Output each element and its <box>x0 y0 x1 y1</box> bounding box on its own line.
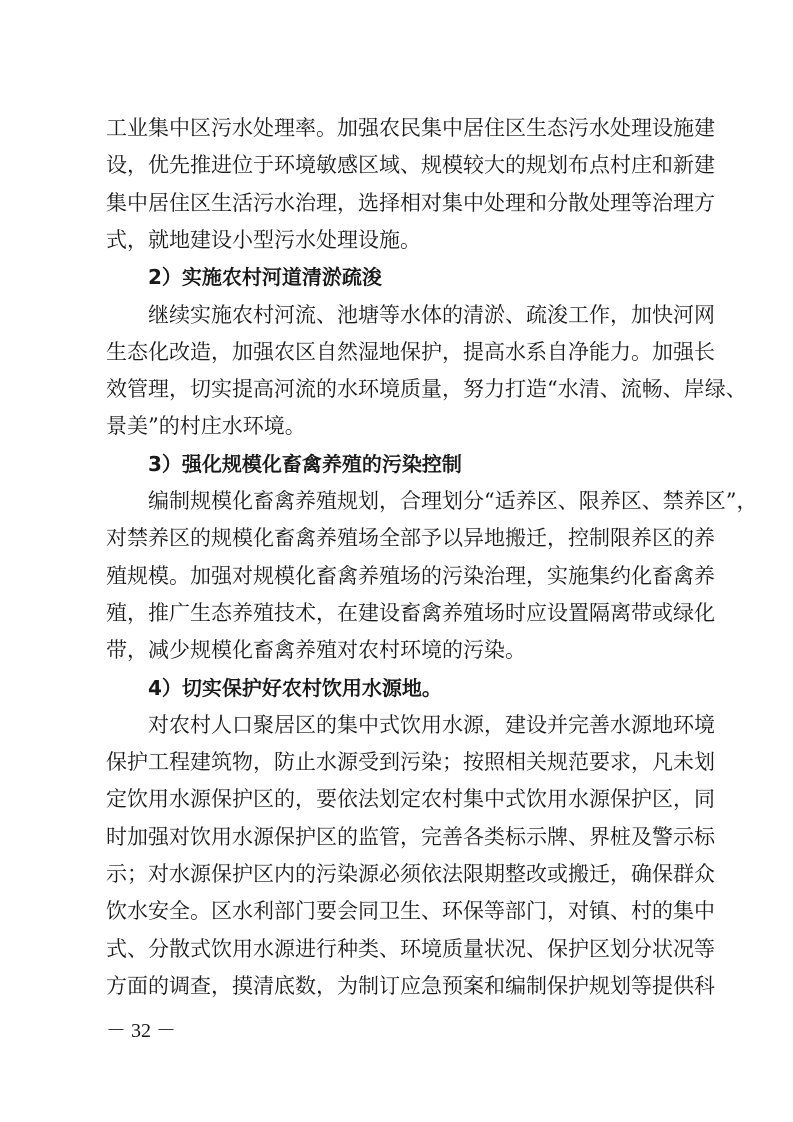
body-text-line: 带，减少规模化畜禽养殖对农村环境的污染。 <box>106 638 526 662</box>
body-text-line: 景美”的村庄水环境。 <box>106 414 306 438</box>
body-text-line: 工业集中区污水处理率。加强农民集中居住区生态污水处理设施建 <box>106 116 715 140</box>
body-text-line: 生态化改造，加强农区自然湿地保护，提高水系自净能力。加强长 <box>106 340 715 364</box>
body-text-line: 殖规模。加强对规模化畜禽养殖场的污染治理，实施集约化畜禽养 <box>106 564 715 588</box>
body-text-line: 时加强对饮用水源保护区的监管，完善各类标示牌、界桩及警示标 <box>106 825 715 849</box>
body-text-line: 集中居住区生活污水治理，选择相对集中处理和分散处理等治理方 <box>106 191 715 215</box>
body-text-line: 示；对水源保护区内的污染源必须依法限期整改或搬迁，确保群众 <box>106 862 715 886</box>
body-text-line: 设，优先推进位于环境敏感区域、规模较大的规划布点村庄和新建 <box>106 153 715 177</box>
section-heading: 3）强化规模化畜禽养殖的污染控制 <box>148 452 462 476</box>
page-number: － 32 － <box>106 1020 176 1042</box>
body-text-line: 继续实施农村河流、池塘等水体的清淤、疏浚工作，加快河网 <box>148 303 715 327</box>
section-heading: 4）切实保护好农村饮用水源地。 <box>148 676 442 700</box>
body-text-line: 保护工程建筑物，防止水源受到污染；按照相关规范要求，凡未划 <box>106 750 715 774</box>
body-text-line: 式、分散式饮用水源进行种类、环境质量状况、保护区划分状况等 <box>106 937 715 961</box>
body-text-line: 饮水安全。区水利部门要会同卫生、环保等部门，对镇、村的集中 <box>106 899 715 923</box>
body-text-line: 编制规模化畜禽养殖规划，合理划分“适养区、限养区、禁养区”， <box>148 489 758 513</box>
body-text-line: 定饮用水源保护区的，要依法划定农村集中式饮用水源保护区，同 <box>106 787 715 811</box>
body-text-line: 殖，推广生态养殖技术，在建设畜禽养殖场时应设置隔离带或绿化 <box>106 601 715 625</box>
body-text-line: 效管理，切实提高河流的水环境质量，努力打造“水清、流畅、岸绿、 <box>106 377 747 401</box>
body-text-line: 式，就地建设小型污水处理设施。 <box>106 228 421 252</box>
body-text-line: 对农村人口聚居区的集中式饮用水源，建设并完善水源地环境 <box>148 713 715 737</box>
section-heading: 2）实施农村河道清淤疏浚 <box>148 265 382 289</box>
body-text-line: 方面的调查，摸清底数，为制订应急预案和编制保护规划等提供科 <box>106 974 715 998</box>
body-text-line: 对禁养区的规模化畜禽养殖场全部予以异地搬迁，控制限养区的养 <box>106 526 715 550</box>
